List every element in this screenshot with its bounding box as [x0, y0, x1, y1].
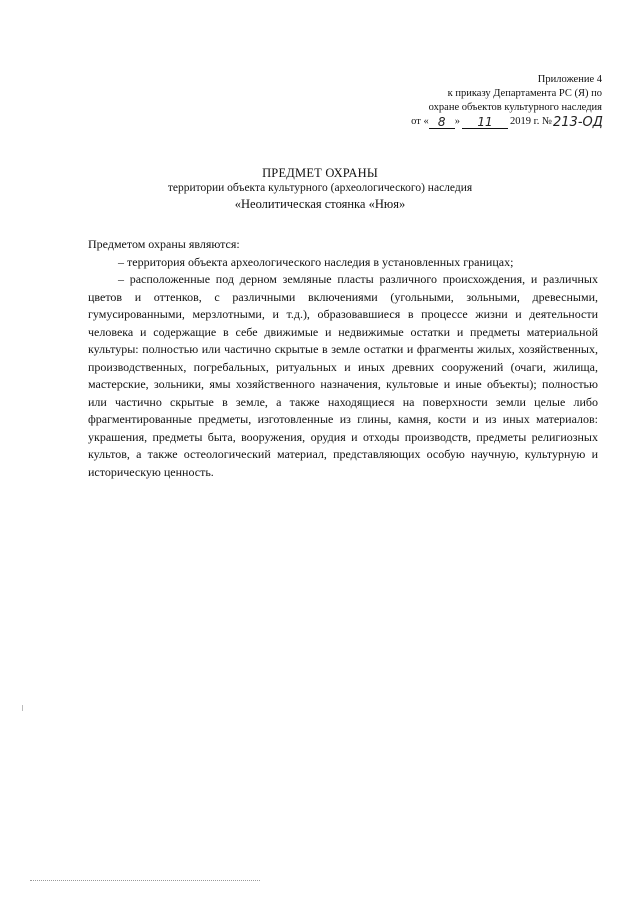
order-reference: к приказу Департамента РС (Я) по — [447, 88, 602, 99]
date-prefix: от « — [411, 116, 429, 127]
department-name: охране объектов культурного наследия — [428, 102, 602, 113]
appendix-header — [362, 73, 602, 129]
site-name: «Неолитическая стоянка «Нюя» — [234, 197, 406, 211]
footer-rule — [30, 880, 260, 881]
handwritten-day: 8 — [429, 116, 455, 129]
body-intro: Предметом охраны являются: — [88, 237, 240, 251]
appendix-number: Приложение 4 — [537, 74, 602, 85]
handwritten-order-number: 213-ОД — [553, 115, 603, 130]
document-title: ПРЕДМЕТ ОХРАНЫ — [262, 166, 378, 180]
scan-mark — [22, 705, 23, 711]
protection-item-layers: – расположенные под дерном земляные пласты различного происхождения, и различных цветов и оттенков, с различными включениями (угольными, зольными, древесными, гумусированными, мерзлотными, и т.д.), образовавшиеся в процессе жизни и деятельности человека и содержащие в себе движимые и недвижимые остатки и предметы материальной культуры: полностью или частично скрытые в земле остатки и фрагменты жилых, хозяйственных, производственных, погребальных, ритуальных и иных древних сооружений (очаги, жилища, мастерские, зольники, ямы хозяйственного назначения, культовые и иные объекты); полностью или частично скрытые в земле, а также находящиеся на поверхности земли целые либо фрагментированные предметы, изготовленные из глины, камня, кости и из иных материалов: украшения, предметы быта, вооружения, орудия и отходы производств, предметы религиозных культов, а также остеологический материал, представляющих особую научную, культурную и историческую ценность. — [88, 272, 598, 479]
order-date-line — [362, 115, 602, 129]
date-separator: » — [454, 116, 460, 127]
document-title-block — [0, 165, 640, 212]
handwritten-month: 11 — [462, 116, 508, 129]
document-subtitle: территории объекта культурного (археологического) наследия — [167, 182, 473, 194]
document-body — [88, 236, 598, 481]
protection-item-territory: – территория объекта археологического наследия в установленных границах; — [118, 254, 514, 269]
date-year: 2019 г. № — [509, 116, 552, 127]
